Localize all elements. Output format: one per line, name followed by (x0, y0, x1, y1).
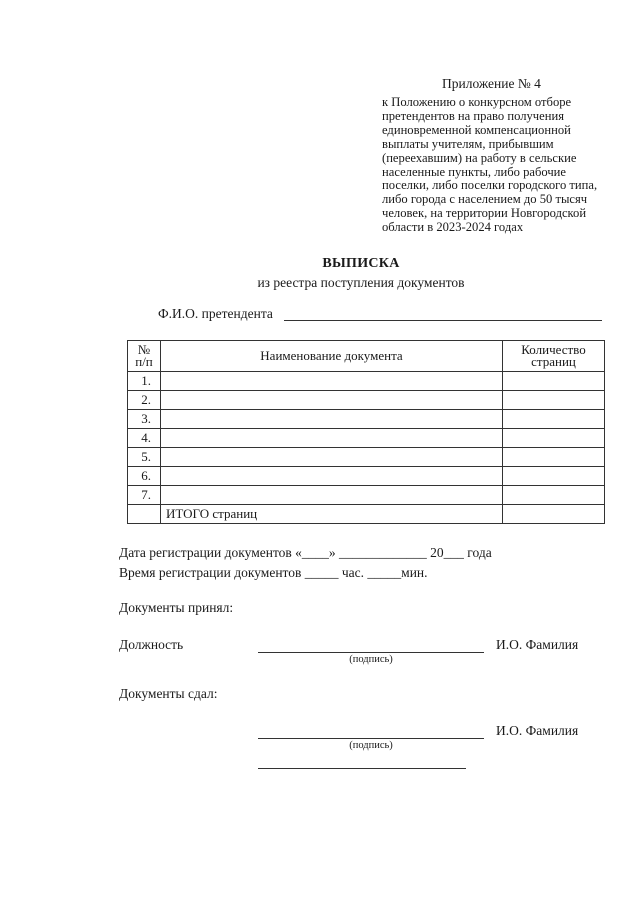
appendix-text: к Положению о конкурсном отборе претендентов на право получения единовременной компенсационной выплаты учителям, прибывшим (переехавшим) на работу в сельские населенные пункты, либо рабочие поселки, либо поселки городского типа, либо города с населением до 50 тысяч человек, на территории Новгородской области в 2023-2024 годах (382, 95, 598, 235)
document-name-cell[interactable] (161, 391, 503, 410)
page-count-cell[interactable] (503, 486, 605, 505)
page-count-cell[interactable] (503, 429, 605, 448)
column-header-num (128, 341, 161, 372)
table-row (128, 372, 605, 391)
table-row (128, 467, 605, 486)
row-number: 4. (128, 429, 161, 448)
total-label: ИТОГО страниц (161, 505, 503, 524)
document-title: ВЫПИСКА (322, 256, 400, 271)
fio-input-line[interactable] (284, 320, 602, 321)
registration-time: Время регистрации документов _____ час. _____мин. (119, 565, 428, 580)
table-header-row (128, 341, 605, 372)
sender-signature-caption: (подпись) (349, 740, 393, 751)
document-name-cell[interactable] (161, 429, 503, 448)
page-count-cell[interactable] (503, 410, 605, 429)
page-count-cell[interactable] (503, 372, 605, 391)
document-name-cell[interactable] (161, 467, 503, 486)
page-count-cell[interactable] (503, 467, 605, 486)
fio-label: Ф.И.О. претендента (158, 306, 273, 321)
page-count-cell[interactable] (503, 448, 605, 467)
row-number: 6. (128, 467, 161, 486)
handed-label: Документы сдал: (119, 686, 218, 701)
document-name-cell[interactable] (161, 448, 503, 467)
sender-name: И.О. Фамилия (496, 723, 579, 738)
row-number: 1. (128, 372, 161, 391)
page-count-cell[interactable] (503, 391, 605, 410)
column-header-pages (503, 341, 605, 372)
documents-table (127, 340, 605, 524)
document-name-cell[interactable] (161, 372, 503, 391)
row-number: 2. (128, 391, 161, 410)
sender-signature-line[interactable] (258, 738, 484, 739)
receiver-signature-caption: (подпись) (349, 654, 393, 665)
table-row (128, 410, 605, 429)
table-row (128, 429, 605, 448)
position-label: Должность (119, 637, 184, 652)
registration-date: Дата регистрации документов «____» _____________ 20___ года (119, 545, 492, 560)
column-header-pages-text: Количество страниц (521, 342, 586, 369)
receiver-signature-line[interactable] (258, 652, 484, 653)
document-name-cell[interactable] (161, 486, 503, 505)
sender-extra-line[interactable] (258, 768, 466, 769)
receiver-name: И.О. Фамилия (496, 637, 579, 652)
row-number: 5. (128, 448, 161, 467)
column-header-name: Наименование документа (161, 341, 503, 372)
document-name-cell[interactable] (161, 410, 503, 429)
column-header-num-text: № п/п (135, 342, 153, 369)
total-empty-cell (128, 505, 161, 524)
received-label: Документы принял: (119, 600, 234, 615)
appendix-title: Приложение № 4 (442, 76, 541, 91)
row-number: 7. (128, 486, 161, 505)
table-row (128, 391, 605, 410)
row-number: 3. (128, 410, 161, 429)
document-subtitle: из реестра поступления документов (257, 275, 465, 290)
total-pages-cell[interactable] (503, 505, 605, 524)
total-row (128, 505, 605, 524)
table-row (128, 486, 605, 505)
table-row (128, 448, 605, 467)
